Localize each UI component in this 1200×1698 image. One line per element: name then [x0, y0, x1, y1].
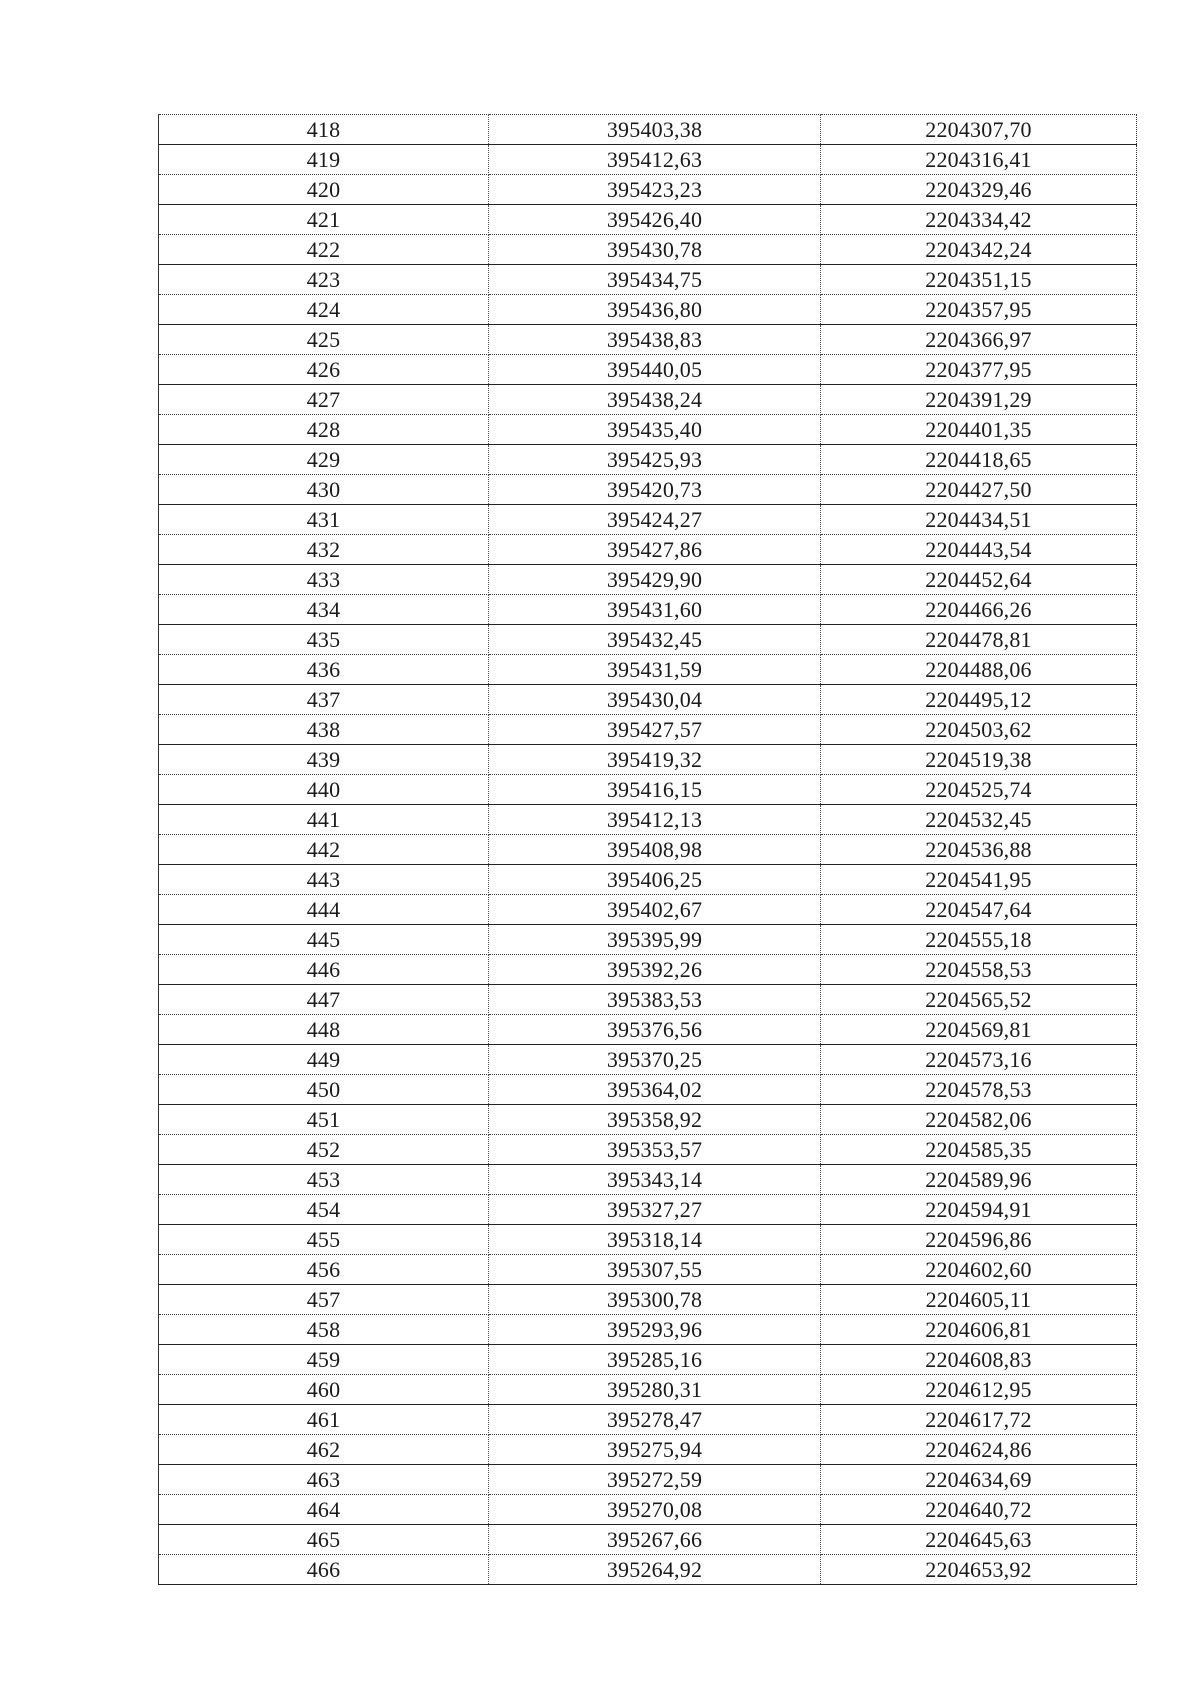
- table-row: [159, 415, 1137, 445]
- x-coordinate-cell: 395420,73: [489, 475, 821, 505]
- y-coordinate-cell: 2204536,88: [821, 835, 1137, 865]
- y-coordinate-cell: 2204329,46: [821, 175, 1137, 205]
- table-row: [159, 1435, 1137, 1465]
- y-coordinate-cell: 2204342,24: [821, 235, 1137, 265]
- point-number-cell: 421: [159, 205, 489, 235]
- y-coordinate-cell: 2204503,62: [821, 715, 1137, 745]
- point-number-cell: 429: [159, 445, 489, 475]
- table-row: [159, 235, 1137, 265]
- x-coordinate-cell: 395427,86: [489, 535, 821, 565]
- y-coordinate-cell: 2204555,18: [821, 925, 1137, 955]
- y-coordinate-cell: 2204532,45: [821, 805, 1137, 835]
- x-coordinate-cell: 395419,32: [489, 745, 821, 775]
- y-coordinate-cell: 2204478,81: [821, 625, 1137, 655]
- point-number-cell: 446: [159, 955, 489, 985]
- x-coordinate-cell: 395267,66: [489, 1525, 821, 1555]
- point-number-cell: 434: [159, 595, 489, 625]
- point-number-cell: 437: [159, 685, 489, 715]
- y-coordinate-cell: 2204573,16: [821, 1045, 1137, 1075]
- table-row: [159, 745, 1137, 775]
- table-row: [159, 835, 1137, 865]
- point-number-cell: 452: [159, 1135, 489, 1165]
- table-row: [159, 325, 1137, 355]
- y-coordinate-cell: 2204391,29: [821, 385, 1137, 415]
- point-number-cell: 454: [159, 1195, 489, 1225]
- point-number-cell: 440: [159, 775, 489, 805]
- point-number-cell: 462: [159, 1435, 489, 1465]
- x-coordinate-cell: 395431,60: [489, 595, 821, 625]
- y-coordinate-cell: 2204558,53: [821, 955, 1137, 985]
- x-coordinate-cell: 395293,96: [489, 1315, 821, 1345]
- y-coordinate-cell: 2204525,74: [821, 775, 1137, 805]
- x-coordinate-cell: 395327,27: [489, 1195, 821, 1225]
- table-row: [159, 385, 1137, 415]
- x-coordinate-cell: 395278,47: [489, 1405, 821, 1435]
- table-row: [159, 685, 1137, 715]
- table-row: [159, 295, 1137, 325]
- x-coordinate-cell: 395412,63: [489, 145, 821, 175]
- x-coordinate-cell: 395383,53: [489, 985, 821, 1015]
- point-number-cell: 456: [159, 1255, 489, 1285]
- point-number-cell: 435: [159, 625, 489, 655]
- table-row: [159, 205, 1137, 235]
- point-number-cell: 458: [159, 1315, 489, 1345]
- point-number-cell: 441: [159, 805, 489, 835]
- y-coordinate-cell: 2204466,26: [821, 595, 1137, 625]
- x-coordinate-cell: 395370,25: [489, 1045, 821, 1075]
- table-row: [159, 1285, 1137, 1315]
- x-coordinate-cell: 395435,40: [489, 415, 821, 445]
- table-row: [159, 1525, 1137, 1555]
- y-coordinate-cell: 2204640,72: [821, 1495, 1137, 1525]
- table-row: [159, 535, 1137, 565]
- point-number-cell: 464: [159, 1495, 489, 1525]
- x-coordinate-cell: 395427,57: [489, 715, 821, 745]
- y-coordinate-cell: 2204653,92: [821, 1555, 1137, 1585]
- point-number-cell: 425: [159, 325, 489, 355]
- y-coordinate-cell: 2204606,81: [821, 1315, 1137, 1345]
- table-row: [159, 1465, 1137, 1495]
- table-row: [159, 1405, 1137, 1435]
- y-coordinate-cell: 2204541,95: [821, 865, 1137, 895]
- table-row: [159, 1165, 1137, 1195]
- x-coordinate-cell: 395438,83: [489, 325, 821, 355]
- x-coordinate-cell: 395264,92: [489, 1555, 821, 1585]
- x-coordinate-cell: 395392,26: [489, 955, 821, 985]
- point-number-cell: 438: [159, 715, 489, 745]
- table-row: [159, 955, 1137, 985]
- y-coordinate-cell: 2204316,41: [821, 145, 1137, 175]
- table-row: [159, 655, 1137, 685]
- point-number-cell: 447: [159, 985, 489, 1015]
- y-coordinate-cell: 2204307,70: [821, 115, 1137, 145]
- table-row: [159, 925, 1137, 955]
- x-coordinate-cell: 395412,13: [489, 805, 821, 835]
- point-number-cell: 459: [159, 1345, 489, 1375]
- y-coordinate-cell: 2204602,60: [821, 1255, 1137, 1285]
- table-row: [159, 1495, 1137, 1525]
- point-number-cell: 449: [159, 1045, 489, 1075]
- point-number-cell: 451: [159, 1105, 489, 1135]
- table-row: [159, 1255, 1137, 1285]
- x-coordinate-cell: 395358,92: [489, 1105, 821, 1135]
- point-number-cell: 460: [159, 1375, 489, 1405]
- table-row: [159, 1195, 1137, 1225]
- point-number-cell: 448: [159, 1015, 489, 1045]
- coordinates-table: [158, 114, 1137, 1585]
- point-number-cell: 430: [159, 475, 489, 505]
- table-row: [159, 505, 1137, 535]
- table-row: [159, 1225, 1137, 1255]
- point-number-cell: 457: [159, 1285, 489, 1315]
- y-coordinate-cell: 2204582,06: [821, 1105, 1137, 1135]
- y-coordinate-cell: 2204366,97: [821, 325, 1137, 355]
- y-coordinate-cell: 2204452,64: [821, 565, 1137, 595]
- x-coordinate-cell: 395270,08: [489, 1495, 821, 1525]
- point-number-cell: 444: [159, 895, 489, 925]
- x-coordinate-cell: 395424,27: [489, 505, 821, 535]
- table-row: [159, 775, 1137, 805]
- x-coordinate-cell: 395395,99: [489, 925, 821, 955]
- y-coordinate-cell: 2204569,81: [821, 1015, 1137, 1045]
- x-coordinate-cell: 395353,57: [489, 1135, 821, 1165]
- point-number-cell: 463: [159, 1465, 489, 1495]
- y-coordinate-cell: 2204443,54: [821, 535, 1137, 565]
- table-row: [159, 265, 1137, 295]
- x-coordinate-cell: 395436,80: [489, 295, 821, 325]
- y-coordinate-cell: 2204434,51: [821, 505, 1137, 535]
- point-number-cell: 423: [159, 265, 489, 295]
- point-number-cell: 427: [159, 385, 489, 415]
- point-number-cell: 436: [159, 655, 489, 685]
- table-row: [159, 1105, 1137, 1135]
- x-coordinate-cell: 395438,24: [489, 385, 821, 415]
- x-coordinate-cell: 395408,98: [489, 835, 821, 865]
- y-coordinate-cell: 2204645,63: [821, 1525, 1137, 1555]
- table-row: [159, 115, 1137, 145]
- point-number-cell: 424: [159, 295, 489, 325]
- y-coordinate-cell: 2204589,96: [821, 1165, 1137, 1195]
- table-row: [159, 1045, 1137, 1075]
- point-number-cell: 433: [159, 565, 489, 595]
- table-row: [159, 175, 1137, 205]
- x-coordinate-cell: 395318,14: [489, 1225, 821, 1255]
- point-number-cell: 419: [159, 145, 489, 175]
- x-coordinate-cell: 395432,45: [489, 625, 821, 655]
- point-number-cell: 465: [159, 1525, 489, 1555]
- y-coordinate-cell: 2204334,42: [821, 205, 1137, 235]
- table-row: [159, 1345, 1137, 1375]
- y-coordinate-cell: 2204351,15: [821, 265, 1137, 295]
- y-coordinate-cell: 2204357,95: [821, 295, 1137, 325]
- x-coordinate-cell: 395285,16: [489, 1345, 821, 1375]
- x-coordinate-cell: 395416,15: [489, 775, 821, 805]
- x-coordinate-cell: 395430,04: [489, 685, 821, 715]
- y-coordinate-cell: 2204547,64: [821, 895, 1137, 925]
- point-number-cell: 422: [159, 235, 489, 265]
- table-row: [159, 1015, 1137, 1045]
- y-coordinate-cell: 2204377,95: [821, 355, 1137, 385]
- y-coordinate-cell: 2204519,38: [821, 745, 1137, 775]
- point-number-cell: 439: [159, 745, 489, 775]
- y-coordinate-cell: 2204585,35: [821, 1135, 1137, 1165]
- y-coordinate-cell: 2204401,35: [821, 415, 1137, 445]
- x-coordinate-cell: 395272,59: [489, 1465, 821, 1495]
- point-number-cell: 445: [159, 925, 489, 955]
- y-coordinate-cell: 2204612,95: [821, 1375, 1137, 1405]
- x-coordinate-cell: 395280,31: [489, 1375, 821, 1405]
- table-row: [159, 355, 1137, 385]
- point-number-cell: 455: [159, 1225, 489, 1255]
- x-coordinate-cell: 395434,75: [489, 265, 821, 295]
- point-number-cell: 453: [159, 1165, 489, 1195]
- y-coordinate-cell: 2204624,86: [821, 1435, 1137, 1465]
- y-coordinate-cell: 2204565,52: [821, 985, 1137, 1015]
- x-coordinate-cell: 395275,94: [489, 1435, 821, 1465]
- x-coordinate-cell: 395376,56: [489, 1015, 821, 1045]
- y-coordinate-cell: 2204608,83: [821, 1345, 1137, 1375]
- x-coordinate-cell: 395300,78: [489, 1285, 821, 1315]
- y-coordinate-cell: 2204488,06: [821, 655, 1137, 685]
- coordinates-table-body: [159, 115, 1137, 1585]
- x-coordinate-cell: 395406,25: [489, 865, 821, 895]
- table-row: [159, 1375, 1137, 1405]
- point-number-cell: 442: [159, 835, 489, 865]
- x-coordinate-cell: 395429,90: [489, 565, 821, 595]
- y-coordinate-cell: 2204594,91: [821, 1195, 1137, 1225]
- table-row: [159, 475, 1137, 505]
- table-row: [159, 805, 1137, 835]
- point-number-cell: 431: [159, 505, 489, 535]
- point-number-cell: 418: [159, 115, 489, 145]
- table-row: [159, 1135, 1137, 1165]
- x-coordinate-cell: 395426,40: [489, 205, 821, 235]
- point-number-cell: 443: [159, 865, 489, 895]
- table-row: [159, 895, 1137, 925]
- table-row: [159, 595, 1137, 625]
- point-number-cell: 461: [159, 1405, 489, 1435]
- point-number-cell: 432: [159, 535, 489, 565]
- table-row: [159, 1555, 1137, 1585]
- point-number-cell: 450: [159, 1075, 489, 1105]
- y-coordinate-cell: 2204578,53: [821, 1075, 1137, 1105]
- table-row: [159, 715, 1137, 745]
- x-coordinate-cell: 395423,23: [489, 175, 821, 205]
- y-coordinate-cell: 2204418,65: [821, 445, 1137, 475]
- point-number-cell: 420: [159, 175, 489, 205]
- x-coordinate-cell: 395364,02: [489, 1075, 821, 1105]
- x-coordinate-cell: 395440,05: [489, 355, 821, 385]
- y-coordinate-cell: 2204427,50: [821, 475, 1137, 505]
- x-coordinate-cell: 395402,67: [489, 895, 821, 925]
- table-row: [159, 1075, 1137, 1105]
- table-row: [159, 865, 1137, 895]
- table-row: [159, 445, 1137, 475]
- table-row: [159, 625, 1137, 655]
- x-coordinate-cell: 395431,59: [489, 655, 821, 685]
- x-coordinate-cell: 395425,93: [489, 445, 821, 475]
- table-row: [159, 985, 1137, 1015]
- y-coordinate-cell: 2204605,11: [821, 1285, 1137, 1315]
- x-coordinate-cell: 395343,14: [489, 1165, 821, 1195]
- point-number-cell: 428: [159, 415, 489, 445]
- y-coordinate-cell: 2204617,72: [821, 1405, 1137, 1435]
- table-row: [159, 565, 1137, 595]
- y-coordinate-cell: 2204634,69: [821, 1465, 1137, 1495]
- point-number-cell: 466: [159, 1555, 489, 1585]
- x-coordinate-cell: 395430,78: [489, 235, 821, 265]
- table-row: [159, 145, 1137, 175]
- x-coordinate-cell: 395307,55: [489, 1255, 821, 1285]
- table-row: [159, 1315, 1137, 1345]
- y-coordinate-cell: 2204596,86: [821, 1225, 1137, 1255]
- point-number-cell: 426: [159, 355, 489, 385]
- x-coordinate-cell: 395403,38: [489, 115, 821, 145]
- y-coordinate-cell: 2204495,12: [821, 685, 1137, 715]
